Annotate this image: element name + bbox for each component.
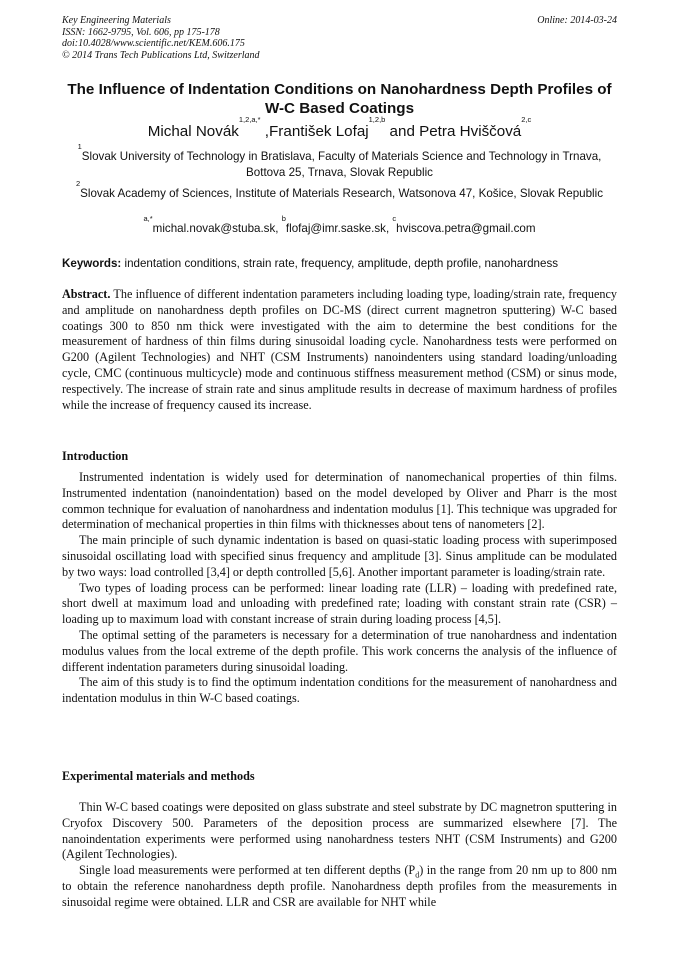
- abstract-label: Abstract.: [62, 287, 111, 301]
- author-name: Michal Novák: [147, 123, 239, 140]
- paragraph: The optimal setting of the parameters is necessary for a determination of true nanohardness and indentation modulus values from the local extreme of the depth profile. This work concerns the analysis of the influence of different indentation parameters during sinusoidal loading.: [62, 627, 617, 674]
- author-separator: and: [385, 123, 420, 140]
- affiliation-number: 2: [76, 179, 81, 188]
- paragraph: [62, 863, 617, 910]
- abstract-block: [62, 287, 617, 413]
- keywords-label: Keywords:: [62, 257, 122, 270]
- paper-title: The Influence of Indentation Conditions on Nanohardness Depth Profiles of W-C Based Coatings: [67, 81, 612, 117]
- affiliation-text: Slovak Academy of Sciences, Institute of Materials Research, Watsonova 47, Košice, Slovak Republic: [80, 187, 603, 200]
- email-link[interactable]: flofaj@imr.saske.sk,: [285, 222, 393, 235]
- paragraph-text: Single load measurements were performed at ten different depths (P: [79, 863, 416, 878]
- paragraph: The aim of this study is to find the optimum indentation conditions for the measurement of nanohardness and indentation modulus in thin W-C based coatings.: [62, 675, 617, 706]
- subscript: d: [415, 870, 420, 880]
- email-superscript: c: [392, 214, 397, 223]
- author-list: [62, 115, 617, 142]
- paragraph-text: ) in the range from 20 nm up to 800 nm to obtain the reference nanohardness depth profile. Nanohardness depth profiles from the measurements in sinusoidal regime were obtained. LLR and CSR are available for NHT while: [62, 863, 618, 909]
- author-separator: ,: [260, 123, 270, 140]
- abstract-text: The influence of different indentation parameters including loading type, loading/strain rate, frequency and amplitude on nanohardness depth profiles on DC-MS (direct current magnetron sputtering) W-C based coatings 300 to 850 nm thick were investigated with the aim to determine the best conditions for the measurement of hardness of thin films during sinusoidal loading cycle. Nanohardness tests were performed on G200 (Agilent Technologies) and NHT (CSM Instruments) nanoindenters using standard loading/unloading cycle, CMC (continuous multicycle) mode and continuous stiffness measurement method (CSM) or sinus mode, respectively. The increase of strain rate and sinus amplitude results in decrease of maximum hardness of profiles while the increase of frequency caused its increase.: [62, 287, 617, 412]
- author-name: František Lofaj: [269, 123, 369, 140]
- introduction-heading: Introduction: [62, 449, 129, 463]
- email-line: [62, 214, 617, 237]
- experimental-body: [62, 800, 617, 911]
- keywords-line: [62, 257, 617, 271]
- introduction-body: [62, 470, 617, 707]
- online-date: Online: 2014-03-24: [537, 15, 617, 26]
- email-superscript: b: [281, 214, 286, 223]
- paragraph: Thin W-C based coatings were deposited on glass substrate and steel substrate by DC magnetron sputtering in Cryofox Discovery 500. Parameters of the deposition process are summarized elsewhere [7]. The nanoindentation experiments were performed using nanohardness testers NHT (CSM Instruments) and G200 (Agilent Technologies).: [62, 800, 617, 862]
- email-link[interactable]: hviscova.petra@gmail.com: [396, 222, 536, 235]
- author-superscript: 1,2,b: [368, 115, 386, 124]
- experimental-heading: Experimental materials and methods: [62, 769, 255, 783]
- journal-header: [62, 15, 617, 61]
- paragraph: Instrumented indentation is widely used for determination of nanomechanical properties of thin films. Instrumented indentation (nanoindentation) based on the model developed by Oliver and Pharr is the most common technique for evaluation of nanohardness and indentation modulus [1]. This technique was upgraded for determination of mechanical properties in thin films with thicknesses about tens of nanometers [2].: [62, 470, 617, 532]
- author-name: Petra Hviščová: [419, 123, 522, 140]
- paragraph: Two types of loading process can be performed: linear loading rate (LLR) – loading with predefined rate, short dwell at maximum load and unloading with predefined rate; loading with constant strain rate (CSR) – loading up to maximum load with constant increase of strain during loading process [4,5].: [62, 580, 617, 627]
- doi-line: doi:10.4028/www.scientific.net/KEM.606.175: [62, 38, 245, 50]
- issn-line: ISSN: 1662-9795, Vol. 606, pp 175-178: [62, 26, 220, 38]
- author-superscript: 2,c: [521, 115, 532, 124]
- email-superscript: a,*: [143, 214, 153, 223]
- author-superscript: 1,2,a,*: [238, 115, 261, 124]
- affiliation-text: Slovak University of Technology in Bratislava, Faculty of Materials Science and Technology in Trnava, Bottova 25, Trnava, Slovak Republic: [81, 150, 602, 179]
- keywords-text: indentation conditions, strain rate, frequency, amplitude, depth profile, nanohardness: [121, 257, 559, 270]
- affiliation-number: 1: [77, 142, 82, 151]
- journal-name: Key Engineering Materials: [62, 15, 171, 26]
- affiliation-1: [62, 142, 617, 180]
- affiliation-2: [62, 179, 617, 202]
- copyright-line: © 2014 Trans Tech Publications Ltd, Switzerland: [62, 49, 260, 61]
- paragraph: The main principle of such dynamic indentation is based on quasi-static loading process with superimposed sinusoidal oscillating load with specified sinus frequency and amplitude [3]. Sinus amplitude can be modulated by two ways: load controlled [3,4] or depth controlled [5,6]. Another important parameter is loading/strain rate.: [62, 533, 617, 579]
- email-link[interactable]: michal.novak@stuba.sk,: [152, 222, 282, 235]
